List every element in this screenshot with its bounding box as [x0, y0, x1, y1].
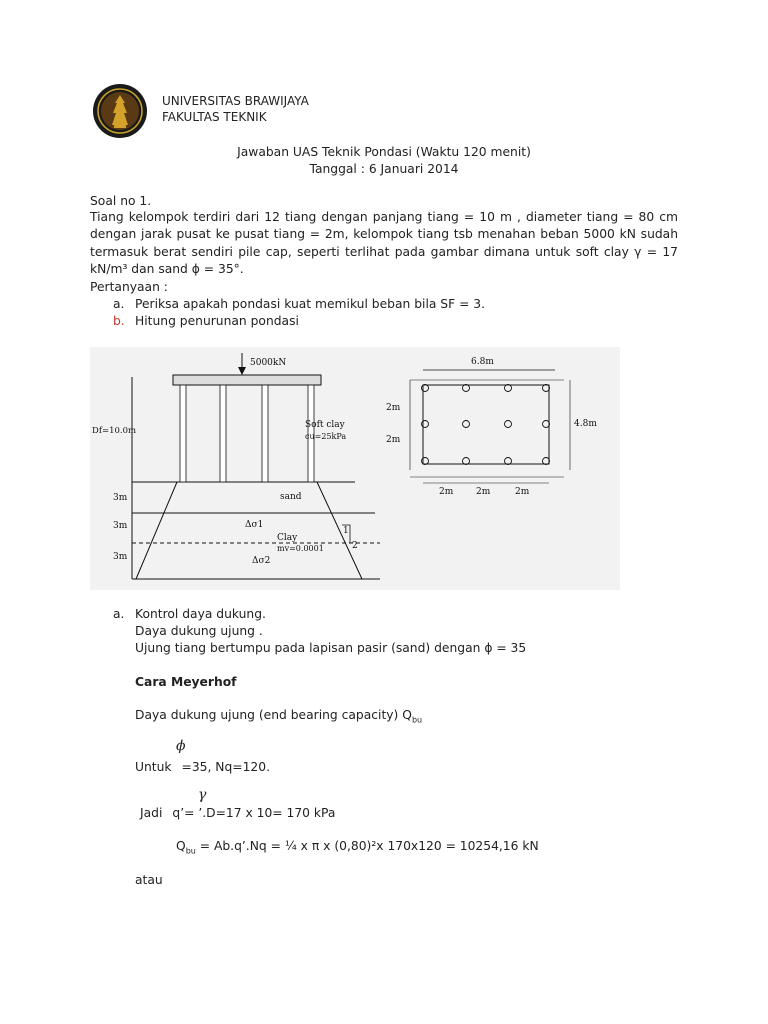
jadi-value: q’= ’.D=17 x 10= 170 kPa — [172, 806, 336, 820]
pile-grid — [422, 385, 550, 465]
answer-line-3: Ujung tiang bertumpu pada lapisan pasir (sand) dengan ϕ = 35 — [135, 641, 527, 655]
header-university: UNIVERSITAS BRAWIJAYA — [162, 94, 309, 108]
qbu-sub: bu — [185, 846, 196, 856]
delta-sigma-2: Δσ2 — [252, 556, 271, 566]
qbu-q: Q — [176, 839, 186, 853]
phi-symbol: ϕ — [176, 738, 186, 754]
end-bearing-sub: bu — [411, 715, 423, 725]
answer-line-2: Daya dukung ujung . — [135, 624, 263, 638]
item-letter: b. — [113, 314, 125, 328]
item-text: Hitung penurunan pondasi — [135, 314, 299, 328]
item-text: Periksa apakah pondasi kuat memikul beban bila SF = 3. — [135, 297, 486, 311]
header-faculty: FAKULTAS TEKNIK — [162, 110, 267, 124]
gamma-symbol: γ — [198, 787, 207, 803]
qbu-formula: = Ab.q’.Nq = ¼ x π x (0,80)²x 170x120 = 10254,16 kN — [195, 839, 539, 853]
doc-date: Tanggal : 6 Januari 2014 — [309, 162, 459, 176]
answer-letter: a. — [113, 607, 125, 621]
university-logo — [92, 83, 148, 139]
slope-1: 1 — [343, 526, 349, 536]
mv-label: mv=0.0001 — [277, 544, 324, 553]
plan-spacing-bottom-3: 2m — [515, 487, 530, 497]
plan-spacing-bottom-1: 2m — [439, 487, 454, 497]
layer-2-thickness: 3m — [113, 521, 128, 531]
questions-label: Pertanyaan : — [90, 280, 168, 294]
plan-width: 6.8m — [471, 357, 494, 367]
foundation-figure — [90, 347, 620, 590]
question-item-b — [113, 314, 299, 328]
qbu-formula-line — [176, 839, 539, 855]
answer-line-1: Kontrol daya dukung. — [135, 607, 266, 621]
plan-spacing-left-1: 2m — [386, 403, 401, 413]
end-bearing-line — [135, 708, 422, 724]
untuk-line — [135, 760, 270, 774]
foundation-diagram — [90, 347, 620, 590]
soft-clay-label: Soft clay — [305, 420, 345, 430]
question-label: Soal no 1. — [90, 194, 152, 208]
method-heading: Cara Meyerhof — [135, 675, 237, 689]
layer-3-thickness: 3m — [113, 552, 128, 562]
doc-title: Jawaban UAS Teknik Pondasi (Waktu 120 menit) — [237, 145, 531, 159]
df-label: Df=10.0m — [92, 426, 137, 436]
plan-spacing-left-2: 2m — [386, 435, 401, 445]
clay-label: Clay — [277, 533, 298, 543]
load-label: 5000kN — [250, 358, 287, 368]
sand-label: sand — [280, 492, 302, 502]
question-item-a — [113, 297, 485, 311]
jadi-line — [140, 806, 335, 820]
question-body: Tiang kelompok terdiri dari 12 tiang dengan panjang tiang = 10 m , diameter tiang = 80 cm dengan jarak pusat ke pusat tiang = 2m, kelompok tiang tsb menahan beban 5000 kN sudah termasuk berat sendiri pile cap, seperti terlihat pada gambar dimana untuk soft clay γ = 17 kN/m³ dan sand ϕ = 35°. — [90, 210, 678, 276]
delta-sigma-1: Δσ1 — [245, 520, 264, 530]
cu-label: cu=25kPa — [305, 432, 347, 441]
plan-spacing-bottom-2: 2m — [476, 487, 491, 497]
untuk-value: =35, Nq=120. — [181, 760, 270, 774]
atau-text: atau — [135, 873, 163, 887]
jadi-label: Jadi — [140, 806, 163, 820]
end-bearing-text: Daya dukung ujung (end bearing capacity) Q — [135, 708, 412, 722]
plan-height: 4.8m — [574, 419, 597, 429]
answer-item-a — [113, 607, 266, 621]
item-letter: a. — [113, 297, 125, 311]
layer-1-thickness: 3m — [113, 493, 128, 503]
untuk-label: Untuk — [135, 760, 172, 774]
slope-2: 2 — [352, 541, 358, 551]
